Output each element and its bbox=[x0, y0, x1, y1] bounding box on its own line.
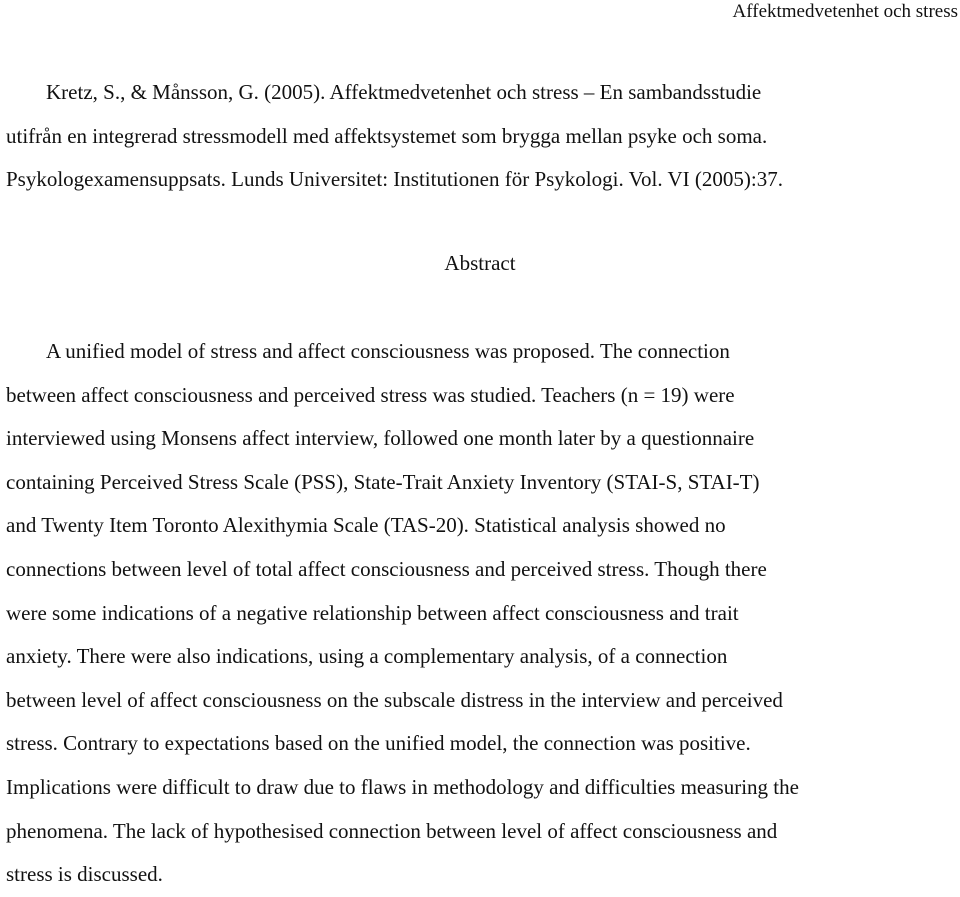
abstract-line: stress. Contrary to expectations based on the unified model, the connection was positive. bbox=[6, 731, 751, 756]
abstract-body bbox=[6, 330, 960, 897]
abstract-line: containing Perceived Stress Scale (PSS), State-Trait Anxiety Inventory (STAI-S, STAI-T) bbox=[6, 469, 760, 494]
abstract-title: Abstract bbox=[444, 251, 516, 275]
abstract-line: anxiety. There were also indications, using a complementary analysis, of a connection bbox=[6, 644, 728, 669]
citation bbox=[6, 71, 960, 202]
running-header: Affektmedvetenhet och stress bbox=[732, 1, 958, 22]
abstract-line: between affect consciousness and perceived stress was studied. Teachers (n = 19) were bbox=[6, 382, 735, 407]
abstract-line: and Twenty Item Toronto Alexithymia Scale (TAS-20). Statistical analysis showed no bbox=[6, 513, 726, 538]
abstract-line: between level of affect consciousness on the subscale distress in the interview and perceived bbox=[6, 687, 783, 712]
citation-line: Kretz, S., & Månsson, G. (2005). Affektmedvetenhet och stress – En sambandsstudie bbox=[46, 80, 762, 104]
citation-line: Psykologexamensuppsats. Lunds Universitet: Institutionen för Psykologi. Vol. VI (2005):37. bbox=[6, 167, 783, 191]
abstract-line: phenomena. The lack of hypothesised connection between level of affect consciousness and bbox=[6, 818, 778, 843]
abstract-line: stress is discussed. bbox=[6, 862, 163, 887]
abstract-line: connections between level of total affect consciousness and perceived stress. Though there bbox=[6, 556, 767, 581]
abstract-line: interviewed using Monsens affect interview, followed one month later by a questionnaire bbox=[6, 426, 755, 451]
abstract-line: A unified model of stress and affect consciousness was proposed. The connection bbox=[46, 339, 730, 363]
abstract-line: Implications were difficult to draw due to flaws in methodology and difficulties measuring the bbox=[6, 774, 799, 799]
abstract-line: were some indications of a negative relationship between affect consciousness and trait bbox=[6, 600, 739, 625]
citation-line: utifrån en integrerad stressmodell med affektsystemet som brygga mellan psyke och soma. bbox=[6, 123, 768, 148]
